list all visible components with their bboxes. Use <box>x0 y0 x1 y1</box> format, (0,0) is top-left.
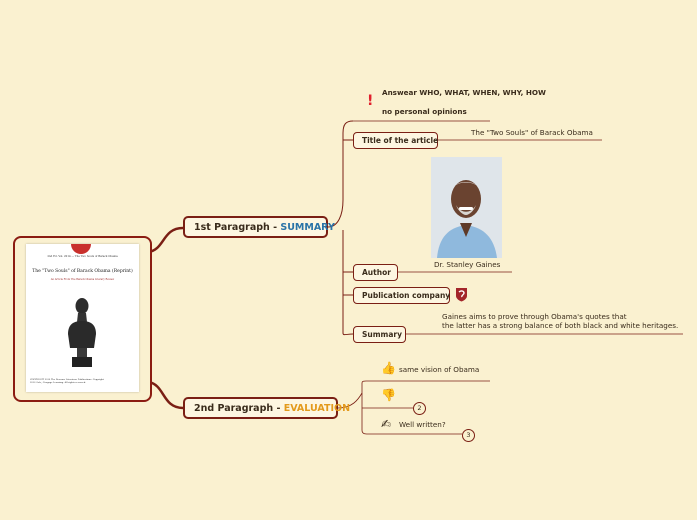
central-topic-article-cover[interactable] <box>13 236 152 402</box>
child-count-badge[interactable]: 3 <box>462 429 475 442</box>
evaluation-item-3: Well written? <box>399 420 446 429</box>
subtopic-title-of-article[interactable]: Title of the article <box>353 132 438 149</box>
subtopic-summary[interactable]: Summary <box>353 326 406 343</box>
thumbs-up-icon: 👍 <box>381 361 396 375</box>
summary-line-1: Gaines aims to prove through Obama's quotes that <box>442 312 627 321</box>
topic-second-paragraph[interactable] <box>183 397 351 419</box>
cover-footer: COPYRIGHT 2014 The Reasons Literature Publications. Copyright 2014 Gale, Cengage Learning. All rights reserved. <box>30 378 104 384</box>
writing-hand-icon: ✍ <box>381 417 392 431</box>
summary-line-2: the latter has a strong balance of both black and white heritages. <box>442 321 679 330</box>
child-count-badge[interactable]: 2 <box>413 402 426 415</box>
exclamation-icon: ! <box>367 93 374 109</box>
thumbs-down-icon: 👎 <box>381 388 396 402</box>
note-line-1: Answear WHO, WHAT, WHEN, WHY, HOW <box>382 88 546 97</box>
subtopic-publication-company[interactable]: Publication company <box>353 287 450 304</box>
subtopic-author[interactable]: Author <box>353 264 398 281</box>
cover-subtitle: An Article From The Barack Obama Literary Review <box>50 278 115 281</box>
note-line-2: no personal opinions <box>382 107 467 116</box>
topic-highlight: SUMMARY <box>280 222 335 233</box>
topic-first-paragraph[interactable] <box>183 216 335 238</box>
cover-title: The "Two Souls" of Barack Obama (Reprint) <box>32 269 133 274</box>
bronze-bust-image <box>64 296 100 372</box>
topic-label: 2nd Paragraph - <box>194 403 284 414</box>
publisher-logo-icon <box>455 287 468 302</box>
article-cover-image <box>26 244 139 392</box>
topic-label: 1st Paragraph - <box>194 222 281 233</box>
author-photo <box>431 157 502 258</box>
topic-highlight: EVALUATION <box>283 403 351 414</box>
evaluation-item-1: same vision of Obama <box>399 365 480 374</box>
author-name: Dr. Stanley Gaines <box>434 260 501 269</box>
cover-red-banner <box>71 244 91 254</box>
cover-header-text: 2nd Ed. Vol. 2014 — The Two Souls of Barack Obama <box>47 255 118 258</box>
article-title-value: The "Two Souls" of Barack Obama <box>471 128 593 137</box>
